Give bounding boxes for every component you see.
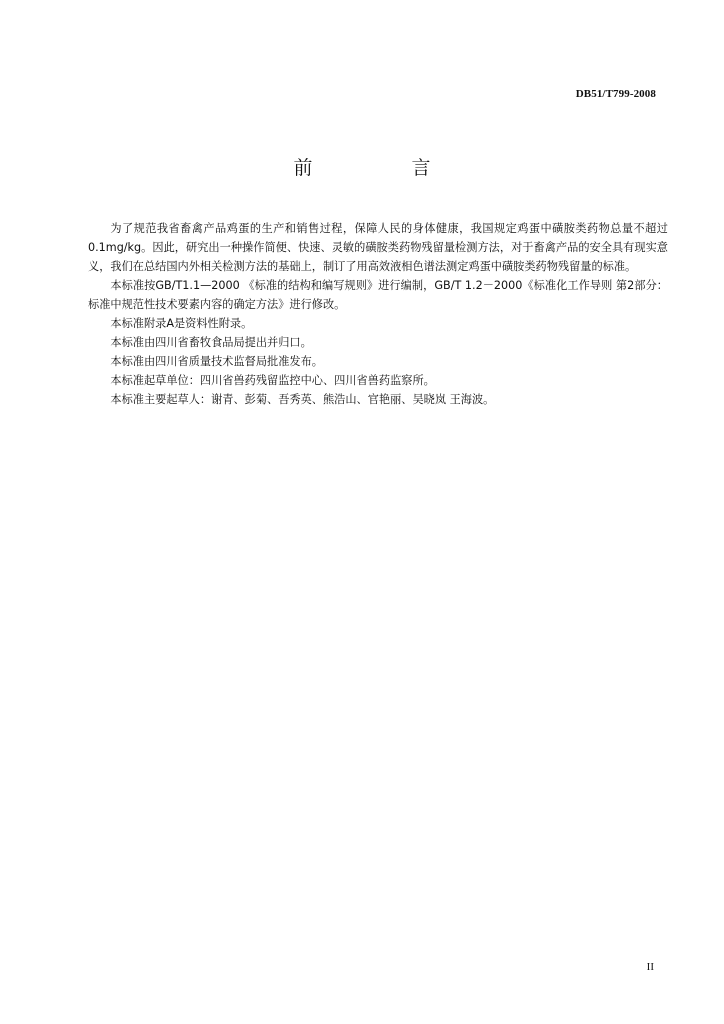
paragraph-appendix: 本标准附录A是资料性附录。: [110, 317, 253, 330]
paragraph-approver: 本标准由四川省质量技术监督局批准发布。: [110, 355, 323, 368]
paragraph-drafting-rules: 本标准按GB/T1.1—2000 《标准的结构和编写规则》进行编制，GB/T 1.2－2000《标准化工作导则 第2部分：标准中规范性技术要素内容的确定方法》进行修改。: [88, 279, 668, 311]
paragraph-drafting-units: 本标准起草单位：四川省兽药残留监控中心、四川省兽药监察所。: [110, 374, 435, 387]
document-code: DB51/T799-2008: [575, 88, 656, 100]
page-number: II: [646, 961, 654, 973]
page-title: 前 言: [293, 157, 471, 179]
paragraph-purpose: 为了规范我省畜禽产品鸡蛋的生产和销售过程，保障人民的身体健康，我国规定鸡蛋中磺胺类药物总量不超过0.1mg/kg。因此，研究出一种操作简便、快速、灵敏的磺胺类药物残留量检测方法，对于畜禽产品的安全具有现实意义，我们在总结国内外相关检测方法的基础上，制订了用高效液相色谱法测定鸡蛋中磺胺类药物残留量的标准。: [88, 222, 668, 273]
foreword-body: [88, 219, 668, 409]
paragraph-drafters: 本标准主要起草人：谢青、彭菊、吾秀英、熊浩山、官艳丽、吴晓岚 王海波。: [110, 393, 495, 406]
paragraph-proposer: 本标准由四川省畜牧食品局提出并归口。: [110, 336, 312, 349]
